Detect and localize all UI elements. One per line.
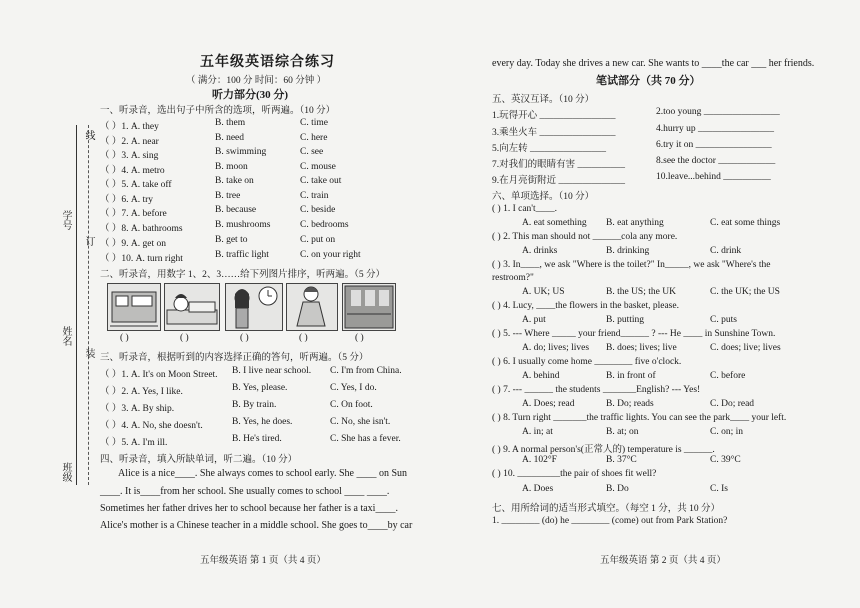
s1-q5-c: C. take out bbox=[300, 176, 342, 186]
s6-q7: ( ) 7. --- ______ the students _______English? --- Yes! bbox=[492, 385, 701, 395]
s1-q8-c: C. bedrooms bbox=[300, 220, 349, 230]
s3-q4-a: （ ）4. A. No, she doesn't. bbox=[100, 421, 203, 431]
s2-bracket-4: ( ) bbox=[299, 333, 308, 343]
s6-q6-a: A. behind bbox=[522, 371, 560, 381]
s3-q1-a: （ ）1. A. It's on Moon Street. bbox=[100, 370, 218, 380]
s1-q4-b: B. moon bbox=[215, 162, 248, 172]
s6-q2-c: C. drink bbox=[710, 246, 742, 256]
score-info: （ 满分：100 分 时间：60 分钟 ） bbox=[186, 76, 327, 86]
binding-dotted-line bbox=[88, 125, 89, 485]
s1-q7-c: C. beside bbox=[300, 205, 336, 215]
s6-q4-c: C. puts bbox=[710, 315, 737, 325]
s6-q9-c: C. 39°C bbox=[710, 455, 741, 465]
s1-q6-a: （ ）6. A. try bbox=[100, 195, 154, 205]
s1-q4-a: （ ）4. A. metro bbox=[100, 166, 165, 176]
s3-q1-b: B. I live near school. bbox=[232, 366, 312, 376]
s6-q2-b: B. drinking bbox=[606, 246, 650, 256]
s1-q4-c: C. mouse bbox=[300, 162, 336, 172]
s6-q3-b: B. the US; the UK bbox=[606, 287, 676, 297]
binding-mark-zhuang: 装 bbox=[83, 348, 94, 358]
s6-q8-c: C. on; in bbox=[710, 427, 743, 437]
s6-q8: ( ) 8. Turn right _______the traffic lights. You can see the park____ your left. bbox=[492, 413, 787, 423]
s3-q1-c: C. I'm from China. bbox=[330, 366, 402, 376]
s6-q6-c: C. before bbox=[710, 371, 746, 381]
s1-q9-b: B. get to bbox=[215, 235, 248, 245]
s6-q9-b: B. 37°C bbox=[606, 455, 637, 465]
s5-item-3: 3.乘坐火车 ________________ bbox=[492, 128, 616, 138]
s6-q5-c: C. does; live; lives bbox=[710, 343, 781, 353]
listening-header: 听力部分(30 分) bbox=[212, 89, 289, 101]
s1-q6-b: B. tree bbox=[215, 191, 241, 201]
s6-q8-a: A. in; at bbox=[522, 427, 553, 437]
s1-q3-c: C. see bbox=[300, 147, 324, 157]
s6-q6-b: B. in front of bbox=[606, 371, 656, 381]
s6-q5-a: A. do; lives; lives bbox=[522, 343, 590, 353]
s6-q3: ( ) 3. In____, we ask "Where is the toilet?" In_____, we ask "Where's the bbox=[492, 260, 771, 270]
binding-number-label: 学号 bbox=[60, 210, 71, 230]
s1-q3-b: B. swimming bbox=[215, 147, 267, 157]
s3-q3-b: B. By train. bbox=[232, 400, 277, 410]
s5-item-8: 8.see the doctor ____________ bbox=[656, 156, 776, 166]
binding-mark-ding: 订 bbox=[83, 236, 94, 246]
s3-q2-a: （ ）2. A. Yes, I like. bbox=[100, 387, 183, 397]
s1-q2-c: C. here bbox=[300, 133, 328, 143]
s5-item-5: 5.向左转 ________________ bbox=[492, 144, 607, 154]
picture-bus-interior bbox=[342, 283, 396, 331]
s6-q6: ( ) 6. I usually come home ________ five o'clock. bbox=[492, 357, 682, 367]
s1-q1-a: （ ）1. A. they bbox=[100, 122, 159, 132]
s5-item-7: 7.对我们的眼睛有害 __________ bbox=[492, 160, 626, 170]
s2-bracket-3: ( ) bbox=[240, 333, 249, 343]
s6-q1: ( ) 1. I can't____. bbox=[492, 204, 558, 214]
s6-q8-b: B. at; on bbox=[606, 427, 639, 437]
binding-class-label: 班级 bbox=[60, 462, 71, 482]
s5-item-1: 1.玩得开心 ________________ bbox=[492, 111, 616, 121]
section-3-heading: 三、听录音，根据听到的内容选择正确的答句，听两遍。（5 分） bbox=[100, 353, 369, 363]
s1-q2-b: B. need bbox=[215, 133, 245, 143]
s6-q2: ( ) 2. This man should not ______cola any more. bbox=[492, 232, 678, 242]
section-6-heading: 六、单项选择。（10 分） bbox=[492, 192, 595, 202]
s1-q6-c: C. train bbox=[300, 191, 329, 201]
s1-q10-c: C. on your right bbox=[300, 250, 361, 260]
picture-sick-girl-in-bed bbox=[164, 283, 220, 331]
passage-line-3: Sometimes her father drives her to school because her father is a taxi____. bbox=[100, 503, 398, 514]
s3-q3-c: C. On foot. bbox=[330, 400, 373, 410]
s3-q5-c: C. She has a fever. bbox=[330, 434, 401, 444]
s2-bracket-5: ( ) bbox=[355, 333, 364, 343]
s2-bracket-2: ( ) bbox=[180, 333, 189, 343]
s1-q8-b: B. mushrooms bbox=[215, 220, 271, 230]
picture-girl-with-clock bbox=[225, 283, 283, 331]
s5-item-4: 4.hurry up ________________ bbox=[656, 124, 774, 134]
s3-q4-c: C. No, she isn't. bbox=[330, 417, 391, 427]
page-title: 五年级英语综合练习 bbox=[200, 55, 335, 70]
section-5-heading: 五、英汉互译。（10 分） bbox=[492, 95, 595, 105]
s3-q2-c: C. Yes, I do. bbox=[330, 383, 377, 393]
s6-q7-a: A. Does; read bbox=[522, 399, 575, 409]
s1-q5-a: （ ）5. A. take off bbox=[100, 180, 172, 190]
picture-girl-standing bbox=[286, 283, 338, 331]
section-4-heading: 四、听录音，填入所缺单词，听二遍。（10 分） bbox=[100, 455, 298, 465]
written-header: 笔试部分（共 70 分） bbox=[596, 75, 701, 87]
s6-q1-b: B. eat anything bbox=[606, 218, 664, 228]
s5-item-9: 9.在月亮街附近 ______________ bbox=[492, 176, 626, 186]
page-1-footer: 五年级英语 第 1 页（共 4 页） bbox=[200, 556, 326, 566]
section-7-heading: 七、用所给词的适当形式填空。（每空 1 分，共 10 分） bbox=[492, 504, 721, 514]
binding-line bbox=[76, 125, 77, 485]
s5-item-10: 10.leave...behind __________ bbox=[656, 172, 771, 182]
s3-q5-a: （ ）5. A. I'm ill. bbox=[100, 438, 168, 448]
s6-q2-a: A. drinks bbox=[522, 246, 558, 256]
s6-q9: ( ) 9. A normal person's(正常人的) temperature is ______. bbox=[492, 445, 715, 455]
picture-metro-train bbox=[107, 283, 161, 331]
passage-line-4: Alice's mother is a Chinese teacher in a middle school. She goes to____by car bbox=[100, 520, 413, 531]
s6-q7-b: B. Do; reads bbox=[606, 399, 654, 409]
s5-item-6: 6.try it on ________________ bbox=[656, 140, 772, 150]
s6-q9-a: A. 102°F bbox=[522, 455, 557, 465]
passage-line-5: every day. Today she drives a new car. She wants to ____the car ___ her friends. bbox=[492, 58, 815, 69]
s2-bracket-1: ( ) bbox=[120, 333, 129, 343]
s1-q2-a: （ ）2. A. near bbox=[100, 137, 159, 147]
s3-q2-b: B. Yes, please. bbox=[232, 383, 288, 393]
s1-q9-a: （ ）9. A. get on bbox=[100, 239, 166, 249]
s1-q8-a: （ ）8. A. bathrooms bbox=[100, 224, 183, 234]
binding-name-label: 姓名 bbox=[60, 326, 71, 346]
s1-q1-b: B. them bbox=[215, 118, 246, 128]
passage-line-1: Alice is a nice____. She always comes to school early. She ____ on Sun bbox=[118, 468, 408, 479]
passage-line-2: ____. It is____from her school. She usually comes to school ____ ____. bbox=[100, 486, 390, 497]
section-1-heading: 一、听录音，选出句子中所含的选项，听两遍。（10 分） bbox=[100, 106, 336, 116]
section-2-heading: 二、听录音，用数字 1、2、3……给下列图片排序，听两遍。（5 分） bbox=[100, 270, 386, 280]
s6-q10-c: C. Is bbox=[710, 484, 728, 494]
s6-q3-a: A. UK; US bbox=[522, 287, 565, 297]
s6-q3-cont: restroom?" bbox=[492, 273, 534, 283]
s6-q4: ( ) 4. Lucy, ____the flowers in the basket, please. bbox=[492, 301, 679, 311]
s5-item-2: 2.too young ________________ bbox=[656, 107, 780, 117]
s3-q4-b: B. Yes, he does. bbox=[232, 417, 293, 427]
s1-q9-c: C. put on bbox=[300, 235, 336, 245]
page-2-footer: 五年级英语 第 2 页（共 4 页） bbox=[600, 556, 726, 566]
s3-q5-b: B. He's tired. bbox=[232, 434, 282, 444]
s6-q5-b: B. does; lives; live bbox=[606, 343, 677, 353]
s1-q7-a: （ ）7. A. before bbox=[100, 209, 167, 219]
s6-q10: ( ) 10. _________the pair of shoes fit well? bbox=[492, 469, 657, 479]
s6-q4-a: A. put bbox=[522, 315, 546, 325]
s1-q3-a: （ ）3. A. sing bbox=[100, 151, 159, 161]
s1-q5-b: B. take on bbox=[215, 176, 254, 186]
s6-q1-a: A. eat something bbox=[522, 218, 587, 228]
s1-q1-c: C. time bbox=[300, 118, 328, 128]
s6-q1-c: C. eat some things bbox=[710, 218, 781, 228]
s7-line-1: 1. ________ (do) he ________ (come) out from Park Station? bbox=[492, 516, 728, 526]
binding-mark-xian: 线 bbox=[83, 130, 94, 140]
s1-q7-b: B. because bbox=[215, 205, 257, 215]
s6-q5: ( ) 5. --- Where _____ your friend______ ? --- He ____ in Sunshine Town. bbox=[492, 329, 776, 339]
s6-q3-c: C. the UK; the US bbox=[710, 287, 780, 297]
s3-q3-a: （ ）3. A. By ship. bbox=[100, 404, 175, 414]
s1-q10-a: （ ）10. A. turn right bbox=[100, 254, 183, 264]
s6-q10-a: A. Does bbox=[522, 484, 554, 494]
s6-q10-b: B. Do bbox=[606, 484, 629, 494]
s6-q7-c: C. Do; read bbox=[710, 399, 755, 409]
s6-q4-b: B. putting bbox=[606, 315, 645, 325]
s1-q10-b: B. traffic light bbox=[215, 250, 269, 260]
